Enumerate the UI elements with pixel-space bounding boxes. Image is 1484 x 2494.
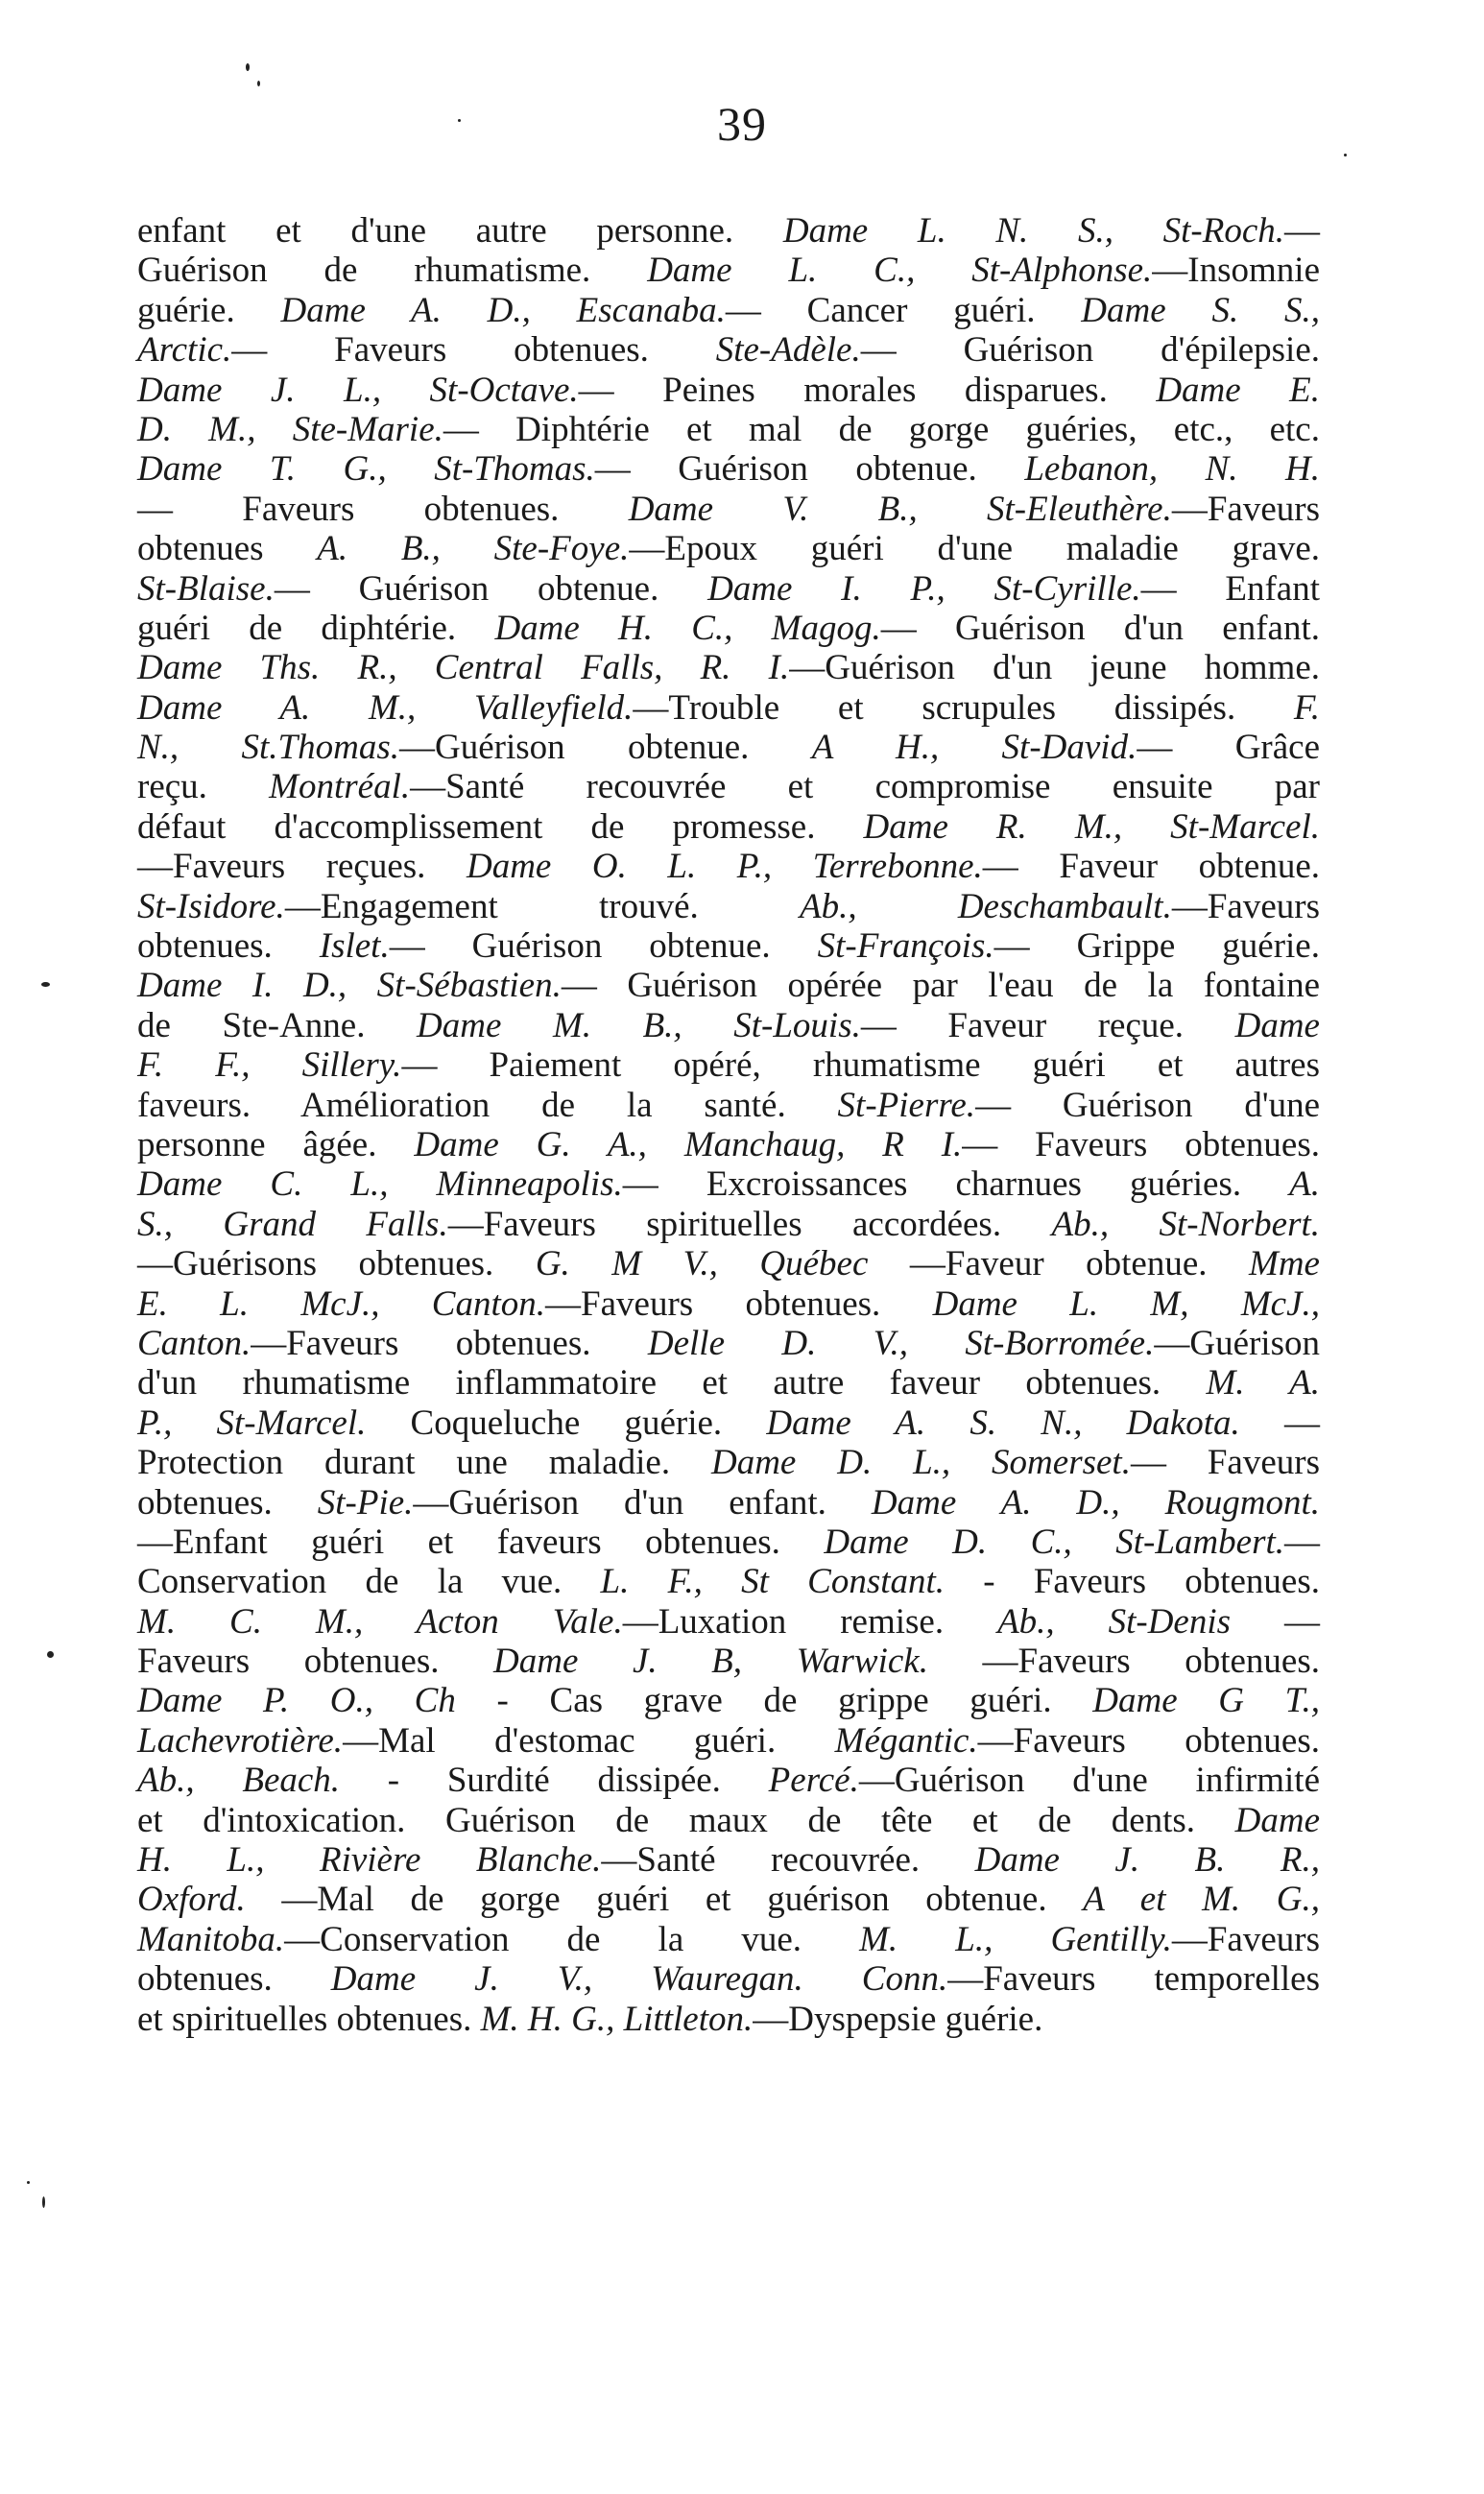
text-line <box>137 728 1320 767</box>
italic-run: L. F., St Constant. <box>600 1562 945 1602</box>
italic-run: Manitoba. <box>137 1919 285 1959</box>
italic-run: Montréal. <box>269 767 411 807</box>
text-run: Coqueluche guérie. <box>366 1403 767 1443</box>
text-line <box>137 569 1320 609</box>
text-line <box>137 1681 1320 1720</box>
text-run: reçu. <box>137 767 270 807</box>
text-run: — Faveurs obtenues. <box>962 1124 1320 1164</box>
text-line <box>137 1086 1320 1125</box>
scan-speck <box>47 1651 54 1658</box>
text-line <box>137 1125 1320 1164</box>
italic-run: Dame <box>1234 1800 1320 1840</box>
italic-run: Dame A. D., Escanaba. <box>280 290 726 330</box>
italic-run: Dame J. B, Warwick. <box>493 1642 928 1682</box>
text-line <box>137 1284 1320 1324</box>
text-line <box>137 211 1320 251</box>
italic-run: Dame D. L., Somerset. <box>710 1443 1131 1483</box>
text-run: — Faveurs <box>1130 1443 1320 1483</box>
text-line <box>137 609 1320 648</box>
text-line <box>137 1602 1320 1642</box>
text-line <box>137 1959 1320 1999</box>
text-line <box>137 371 1320 410</box>
text-run: Guérison de rhumatisme. <box>137 251 648 291</box>
text-line <box>137 1880 1320 1919</box>
text-run: — <box>1284 211 1321 251</box>
text-run: personne âgée. <box>137 1124 415 1164</box>
scan-speck <box>257 81 260 86</box>
text-run: faveurs. Amélioration de la santé. <box>137 1085 838 1125</box>
text-run: — Guérison obtenue. <box>594 449 1025 490</box>
text-run: —Insomnie <box>1152 251 1320 291</box>
italic-run: Dame E. <box>1156 370 1321 410</box>
text-run: — Excroissances charnues guéries. <box>622 1164 1290 1205</box>
text-run: — Faveurs obtenues. <box>231 330 716 371</box>
text-run: —Conservation de la vue. <box>284 1919 860 1959</box>
scan-speck <box>1344 154 1347 156</box>
italic-run: St-Blaise. <box>137 568 275 609</box>
text-run: défaut d'accomplissement de promesse. <box>137 806 864 847</box>
italic-run: A. <box>1289 1164 1321 1205</box>
italic-run: Dame V. B., St-Eleuthère. <box>628 489 1172 529</box>
italic-run: G. M V., Québec <box>535 1244 869 1284</box>
text-run: —Faveurs reçues. <box>137 847 467 887</box>
italic-run: Ste-Adèle. <box>715 330 861 371</box>
italic-run: Dame H. C., Magog. <box>494 608 881 648</box>
text-run: —Mal d'estomac guéri. <box>343 1720 835 1761</box>
text-run: —Guérison obtenue. <box>399 728 812 768</box>
text-run: —Faveurs <box>1171 886 1320 926</box>
text-run: — Diphtérie et mal de gorge guéries, etc., etc. <box>443 409 1320 449</box>
text-run: —Mal de gorge guéri et guérison obtenue. <box>245 1880 1084 1920</box>
italic-run: P., St-Marcel. <box>137 1403 367 1443</box>
text-line <box>137 1045 1320 1085</box>
text-run: - Surdité dissipée. <box>340 1761 769 1801</box>
italic-run: Dame O. L. P., Terrebonne. <box>466 847 983 887</box>
text-line <box>137 1761 1320 1800</box>
italic-run: Dame <box>1234 1005 1320 1045</box>
text-line <box>137 251 1320 290</box>
text-run: — Cancer guéri. <box>725 290 1082 330</box>
text-run: —Faveurs obtenues. <box>545 1283 933 1324</box>
text-run: - Faveurs obtenues. <box>945 1562 1320 1602</box>
italic-run: Dame J. B. R., <box>974 1840 1320 1881</box>
text-run: —Faveurs <box>1171 1919 1320 1959</box>
italic-run: Ab., St-Norbert. <box>1051 1204 1321 1244</box>
text-line <box>137 410 1320 449</box>
italic-run: A H., St-David. <box>811 728 1137 768</box>
text-run: —Santé recouvrée. <box>601 1840 975 1881</box>
italic-run: Mme <box>1249 1244 1320 1284</box>
italic-run: M. H. G., Littleton. <box>480 1999 754 2039</box>
text-run: d'un rhumatisme inflammatoire et autre faveur obtenues. <box>137 1363 1207 1403</box>
italic-run: St-Isidore. <box>137 886 285 926</box>
italic-run: Dame D. C., St-Lambert. <box>824 1522 1284 1562</box>
italic-run: A et M. G., <box>1083 1880 1320 1920</box>
text-line <box>137 1205 1320 1244</box>
text-run: —Trouble et scrupules dissipés. <box>633 687 1294 728</box>
text-run: —Luxation remise. <box>622 1601 998 1642</box>
italic-run: Mégantic. <box>834 1720 978 1761</box>
text-run: — Guérison d'un enfant. <box>880 608 1320 648</box>
text-run: obtenues. <box>137 1482 318 1523</box>
text-line <box>137 1443 1320 1482</box>
italic-run: M. C. M., Acton Vale. <box>137 1601 623 1642</box>
text-line <box>137 1324 1320 1363</box>
text-run: —Guérison d'un enfant. <box>413 1482 872 1523</box>
text-line <box>137 1642 1320 1681</box>
text-line <box>137 1164 1320 1204</box>
text-run: — Peines morales disparues. <box>578 370 1157 410</box>
text-run: Protection durant une maladie. <box>137 1443 711 1483</box>
italic-run: St-François. <box>817 926 994 967</box>
text-run: —Santé recouvrée et compromise ensuite par <box>410 767 1320 807</box>
text-run: de Ste-Anne. <box>137 1005 418 1045</box>
text-run: et d'intoxication. Guérison de maux de tête et de dents. <box>137 1800 1235 1840</box>
italic-run: Ab., Deschambault. <box>800 886 1172 926</box>
italic-run: E. L. McJ., Canton. <box>137 1283 546 1324</box>
italic-run: S., Grand Falls. <box>137 1204 448 1244</box>
text-run: enfant et d'une autre personne. <box>137 211 783 251</box>
text-run: — Grippe guérie. <box>993 926 1320 967</box>
text-line <box>137 648 1320 687</box>
page-number: 39 <box>717 97 767 151</box>
text-line <box>137 1006 1320 1045</box>
text-run: —Faveurs temporelles <box>947 1959 1320 2000</box>
italic-run: Lebanon, N. H. <box>1024 449 1320 490</box>
scan-speck <box>458 119 461 122</box>
italic-run: Dame S. S., <box>1081 290 1320 330</box>
text-line <box>137 2000 1320 2039</box>
text-run: —Faveur obtenue. <box>868 1244 1250 1284</box>
italic-run: Dame A. S. N., Dakota. <box>766 1403 1240 1443</box>
text-line <box>137 1721 1320 1761</box>
text-line <box>137 887 1320 926</box>
italic-run: St-Pierre. <box>837 1085 976 1125</box>
text-run: — Faveurs obtenues. <box>137 489 629 529</box>
text-run: — Faveur obtenue. <box>982 847 1320 887</box>
text-run: — Guérison obtenue. <box>389 926 818 967</box>
italic-run: Oxford. <box>137 1880 246 1920</box>
italic-run: Dame L. C., St-Alphonse. <box>647 251 1153 291</box>
text-run: — Guérison d'épilepsie. <box>860 330 1320 371</box>
italic-run: A. B., Ste-Foye. <box>317 529 630 569</box>
text-line <box>137 291 1320 330</box>
text-run: obtenues. <box>137 926 320 967</box>
text-line <box>137 490 1320 529</box>
italic-run: Dame G T., <box>1092 1681 1321 1721</box>
text-run: —Epoux guéri d'une maladie grave. <box>629 529 1320 569</box>
text-line <box>137 847 1320 886</box>
text-run: —Faveurs obtenues. <box>251 1323 648 1363</box>
text-run: guérie. <box>137 290 281 330</box>
italic-run: Percé. <box>768 1761 859 1801</box>
italic-run: H. L., Rivière Blanche. <box>137 1840 602 1881</box>
italic-run: St-Pie. <box>317 1482 414 1523</box>
text-line <box>137 1840 1320 1880</box>
italic-run: N., St.Thomas. <box>137 728 399 768</box>
italic-run: Ab., St-Denis <box>997 1601 1232 1642</box>
italic-run: Dame A. D., Rougmont. <box>871 1482 1320 1523</box>
text-run: — Enfant <box>1140 568 1320 609</box>
scan-speck <box>27 2181 30 2184</box>
text-run: Faveurs obtenues. <box>137 1642 494 1682</box>
text-line <box>137 767 1320 806</box>
italic-run: Lachevrotière. <box>137 1720 344 1761</box>
text-run: — Paiement opéré, rhumatisme guéri et autres <box>401 1045 1320 1086</box>
text-run: Conservation de la vue. <box>137 1562 601 1602</box>
text-line <box>137 449 1320 489</box>
text-run: —Engagement trouvé. <box>284 886 800 926</box>
text-line <box>137 330 1320 370</box>
italic-run: Dame I. P., St-Cyrille. <box>707 568 1141 609</box>
text-run: —Dyspepsie guérie. <box>753 1999 1043 2039</box>
text-run: — <box>1284 1522 1320 1562</box>
italic-run: Dame A. M., Valleyfield. <box>137 687 634 728</box>
scan-speck <box>41 982 50 987</box>
text-run: —Faveurs spirituelles accordées. <box>447 1204 1052 1244</box>
italic-run: Dame R. M., St-Marcel. <box>863 806 1321 847</box>
text-run: guéri de diphtérie. <box>137 608 495 648</box>
body-text <box>137 211 1320 2039</box>
text-run: —Faveurs obtenues. <box>977 1720 1320 1761</box>
text-line <box>137 1562 1320 1601</box>
text-run: — <box>1239 1403 1321 1443</box>
italic-run: Dame I. D., St-Sébastien. <box>137 966 562 1006</box>
text-run: —Guérison d'un jeune homme. <box>789 648 1320 688</box>
italic-run: Dame P. O., Ch <box>137 1681 456 1721</box>
text-line <box>137 1403 1320 1443</box>
text-line <box>137 1244 1320 1283</box>
text-run: —Faveurs <box>1171 489 1320 529</box>
text-line <box>137 1363 1320 1403</box>
text-run: —Enfant guéri et faveurs obtenues. <box>137 1522 825 1562</box>
italic-run: Dame J. V., Wauregan. Conn. <box>330 1959 948 2000</box>
text-run: — <box>1231 1601 1320 1642</box>
text-run: obtenues. <box>137 1959 331 2000</box>
italic-run: Dame T. G., St-Thomas. <box>137 449 595 490</box>
italic-run: Dame Ths. R., Central Falls, R. I. <box>137 648 790 688</box>
text-line <box>137 966 1320 1005</box>
text-run: —Guérison <box>1154 1323 1320 1363</box>
italic-run: Arctic. <box>137 330 232 371</box>
text-line <box>137 926 1320 966</box>
text-line <box>137 688 1320 728</box>
italic-run: Canton. <box>137 1323 251 1363</box>
text-line <box>137 807 1320 847</box>
italic-run: D. M., Ste-Marie. <box>137 409 443 449</box>
text-run: — Guérison obtenue. <box>274 568 708 609</box>
text-line <box>137 1920 1320 1959</box>
text-line <box>137 529 1320 568</box>
scan-speck <box>246 63 250 71</box>
italic-run: Dame L. M, McJ., <box>932 1283 1320 1324</box>
text-run: —Guérisons obtenues. <box>137 1244 536 1284</box>
text-line <box>137 1801 1320 1840</box>
text-run: —Faveurs obtenues. <box>927 1642 1320 1682</box>
scan-speck <box>42 2196 45 2208</box>
italic-run: Dame C. L., Minneapolis. <box>137 1164 623 1205</box>
italic-run: Islet. <box>319 926 390 967</box>
italic-run: Dame G. A., Manchaug, R I. <box>414 1124 963 1164</box>
italic-run: M. A. <box>1206 1363 1320 1403</box>
text-run: — Guérison d'une <box>975 1085 1320 1125</box>
text-line <box>137 1483 1320 1523</box>
text-run: - Cas grave de grippe guéri. <box>455 1681 1093 1721</box>
text-line <box>137 1523 1320 1562</box>
italic-run: Dame L. N. S., St-Roch. <box>782 211 1285 251</box>
text-run: — Grâce <box>1137 728 1320 768</box>
italic-run: Dame J. L., St-Octave. <box>137 370 579 410</box>
italic-run: F. F., Sillery. <box>137 1045 402 1086</box>
italic-run: Dame M. B., St-Louis. <box>417 1005 861 1045</box>
text-run: et spirituelles obtenues. <box>137 1999 481 2039</box>
text-run: — Guérison opérée par l'eau de la fontaine <box>561 966 1320 1006</box>
italic-run: Delle D. V., St-Borromée. <box>647 1323 1155 1363</box>
italic-run: Ab., Beach. <box>137 1761 341 1801</box>
text-run: —Guérison d'une infirmité <box>858 1761 1321 1801</box>
text-run: obtenues <box>137 529 318 569</box>
text-run: — Faveur reçue. <box>860 1005 1235 1045</box>
italic-run: F. <box>1293 687 1320 728</box>
italic-run: M. L., Gentilly. <box>859 1919 1172 1959</box>
